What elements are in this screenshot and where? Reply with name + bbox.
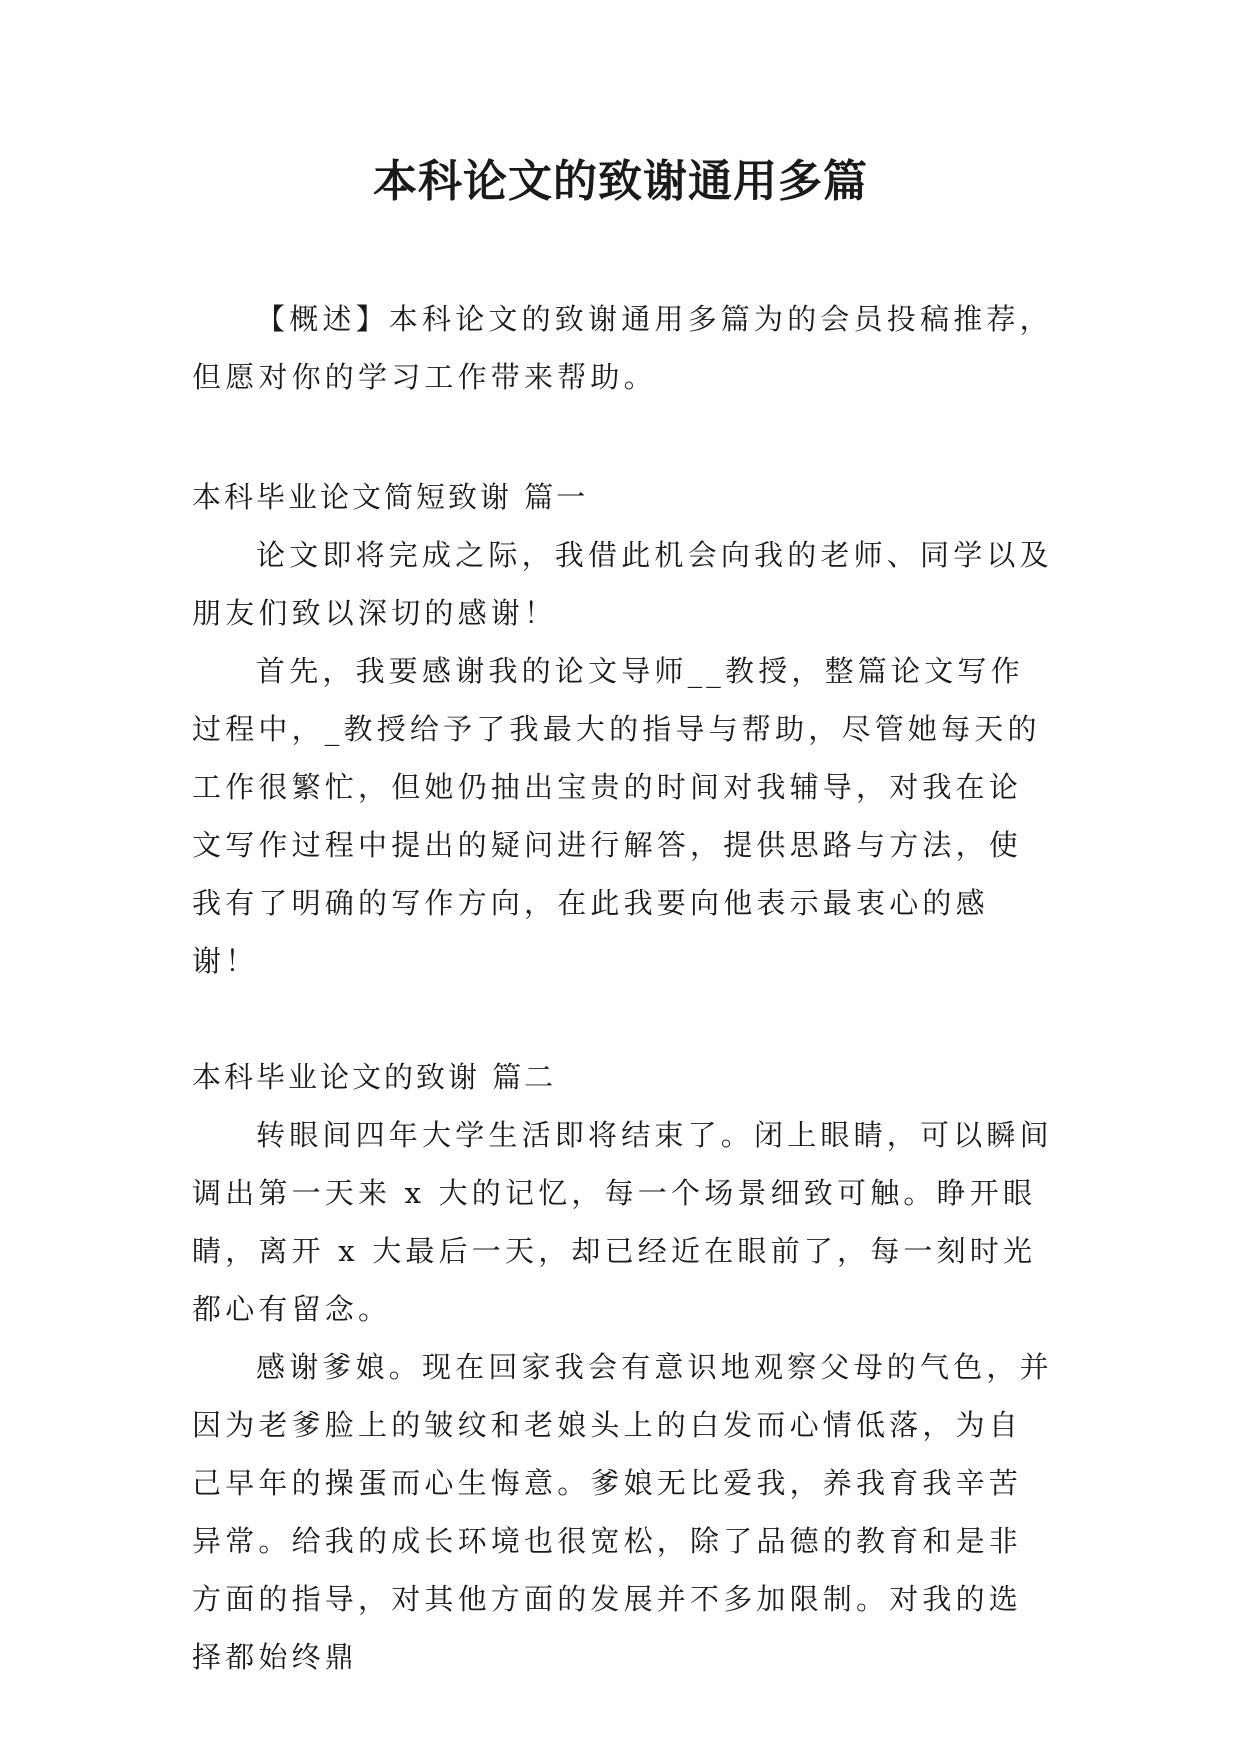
section-heading-2: 本科毕业论文的致谢 篇二	[192, 1060, 557, 1094]
section-2-paragraph-2: 感谢爹娘。现在回家我会有意识地观察父母的气色，并因为老爹脸上的皱纹和老娘头上的白发而心情低落，为自己早年的操蛋而心生悔意。爹娘无比爱我，养我育我辛苦异常。给我的成长环境也很宽松，除了品德的教育和是非方面的指导，对其他方面的发展并不多加限制。对我的选择都始终鼎	[192, 1350, 1053, 1674]
summary-paragraph: 【概述】本科论文的致谢通用多篇为的会员投稿推荐，但愿对你的学习工作带来帮助。	[192, 302, 1053, 394]
section-2-paragraph-1: 转眼间四年大学生活即将结束了。闭上眼睛，可以瞬间调出第一天来 x 大的记忆，每一个场景细致可触。睁开眼睛，离开 x 大最后一天，却已经近在眼前了，每一刻时光都心有留念。	[192, 1118, 1053, 1326]
section-1-paragraph-2: 首先，我要感谢我的论文导师__教授，整篇论文写作过程中，_教授给予了我最大的指导与帮助，尽管她每天的工作很繁忙，但她仍抽出宝贵的时间对我辅导，对我在论文写作过程中提出的疑问进行解答，提供思路与方法，使我有了明确的写作方向，在此我要向他表示最衷心的感谢！	[192, 654, 1041, 978]
document-body	[192, 290, 1054, 1686]
section-1-paragraph-1: 论文即将完成之际，我借此机会向我的老师、同学以及朋友们致以深切的感谢！	[192, 538, 1053, 630]
section-heading-1: 本科毕业论文简短致谢 篇一	[192, 480, 589, 514]
document-title: 本科论文的致谢通用多篇	[373, 156, 868, 207]
